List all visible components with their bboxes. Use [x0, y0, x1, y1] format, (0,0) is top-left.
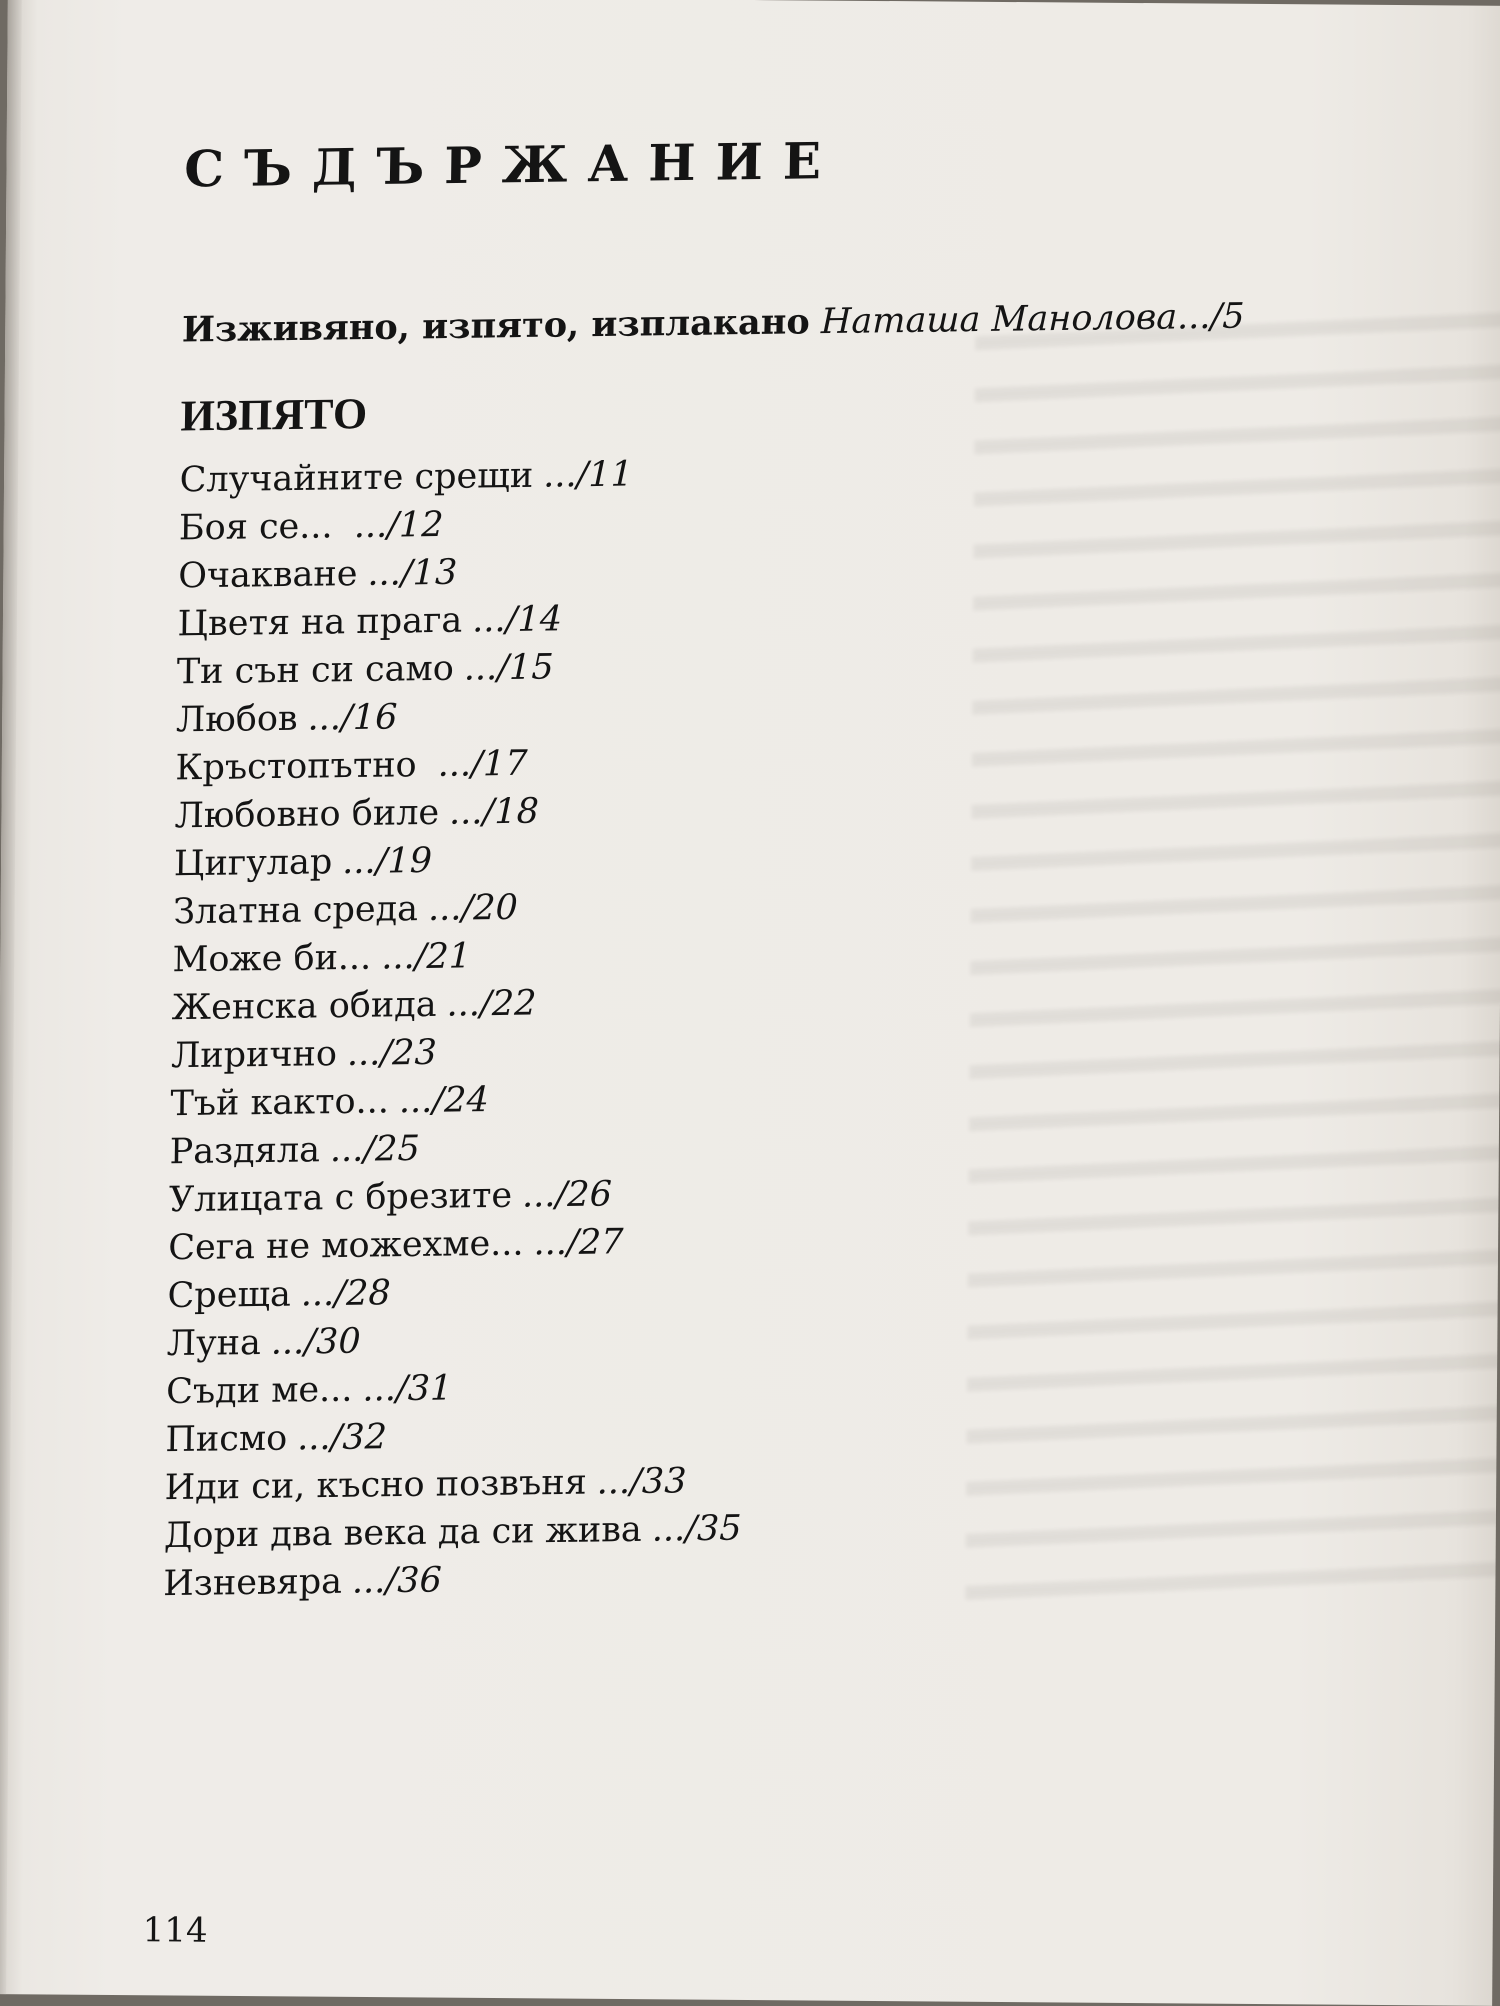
toc-item-page: .../27: [533, 1222, 624, 1264]
toc-item-title: Среща: [167, 1274, 292, 1317]
toc-item-page: .../35: [651, 1508, 742, 1550]
toc-item-page: .../25: [329, 1128, 421, 1171]
contents-heading: СЪДЪРЖАНИЕ: [183, 130, 842, 199]
page-number: 114: [142, 1910, 208, 1951]
toc-item-title: Цигулар: [173, 842, 333, 885]
intro-entry: [182, 290, 1443, 354]
toc-item-title: Кръстопътно: [175, 745, 429, 789]
toc-list: [163, 440, 1441, 1608]
section-heading: ИЗПЯТО: [180, 389, 368, 441]
toc-item-page: .../33: [596, 1461, 687, 1503]
toc-item-title: Любов: [175, 698, 298, 741]
toc-item-title: Тъй както...: [170, 1081, 390, 1125]
toc-item-title: Случайните срещи: [179, 455, 534, 501]
toc-item-title: Сега не можехме...: [167, 1223, 524, 1269]
toc-item-page: .../20: [427, 887, 519, 929]
toc-item-title: Женска обида: [171, 984, 437, 1029]
toc-item-title: Може би...: [172, 937, 372, 981]
toc-item-page: .../30: [270, 1321, 361, 1363]
toc-item-title: Очакване: [177, 554, 358, 597]
table-of-contents: [163, 119, 1445, 1608]
toc-item-page: .../18: [448, 791, 540, 833]
toc-item-page: .../24: [398, 1080, 490, 1122]
toc-item-title: Лирично: [170, 1034, 338, 1077]
toc-item-title: Раздяла: [169, 1130, 321, 1173]
toc-item-page: .../23: [346, 1032, 438, 1074]
toc-item-page: .../14: [472, 599, 563, 641]
toc-item-title: Писмо: [165, 1418, 288, 1461]
toc-item-page: .../26: [521, 1174, 613, 1216]
intro-page: .../5: [1176, 296, 1245, 338]
toc-item-title: Цветя на прага: [177, 600, 463, 645]
toc-item-title: Иди си, късно позвъня: [164, 1462, 588, 1509]
intro-title: Изживяно, изпято, изплакано: [181, 301, 811, 351]
toc-item-page: .../36: [351, 1560, 443, 1602]
toc-item-page: .../11: [542, 454, 634, 496]
toc-item-page: .../15: [463, 647, 554, 689]
toc-item-title: Боя се...: [178, 506, 345, 549]
toc-item-page: .../16: [307, 697, 398, 739]
toc-item-title: Дори два века да си жива: [163, 1509, 643, 1557]
toc-item-page: .../31: [362, 1368, 453, 1410]
intro-author: Наташа Манолова: [820, 297, 1178, 343]
toc-item-title: Златна среда: [172, 889, 419, 933]
toc-item-title: Луна: [166, 1322, 262, 1365]
page-gutter-shadow: [0, 0, 22, 1994]
toc-item-title: Улицата с брезите: [168, 1175, 513, 1221]
toc-item-page: .../17: [437, 743, 528, 785]
toc-item-title: Любовно биле: [174, 792, 440, 837]
toc-item-title: Съди ме...: [165, 1369, 353, 1413]
toc-item-page: .../22: [446, 983, 537, 1025]
toc-item-title: Ти сън си само: [176, 648, 455, 693]
toc-item-page: .../32: [296, 1417, 388, 1459]
toc-item-title: Изневяра: [162, 1561, 343, 1605]
toc-item-page: .../21: [381, 936, 472, 978]
toc-item-page: .../19: [342, 840, 433, 883]
toc-item-page: .../12: [353, 504, 444, 547]
toc-item-page: .../13: [367, 552, 458, 594]
toc-item-page: .../28: [300, 1273, 391, 1315]
